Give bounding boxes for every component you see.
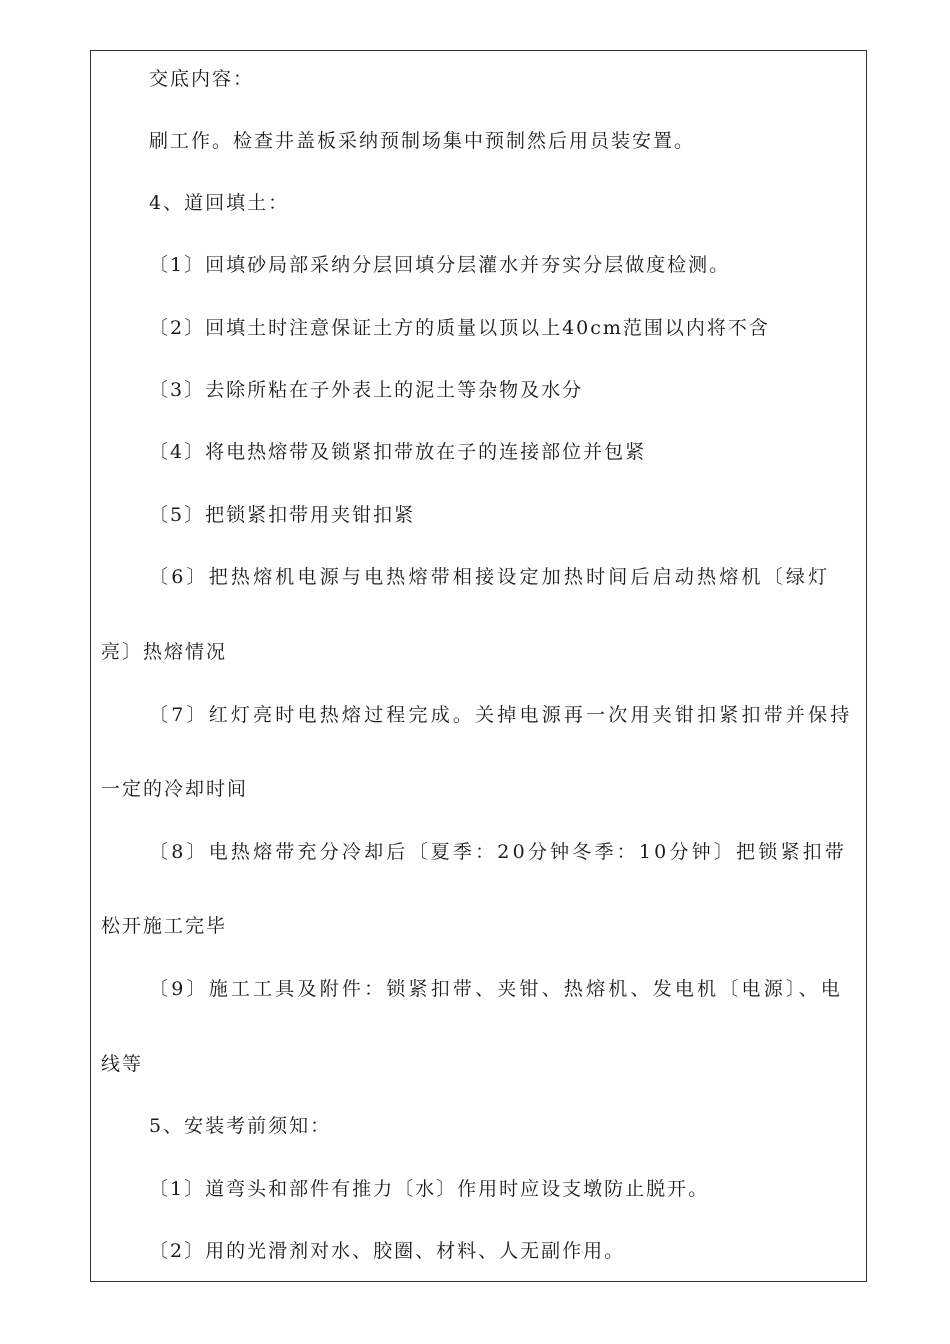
list-item-continuation: 一定的冷却时间: [101, 778, 249, 800]
list-item: 〔2〕回填土时注意保证土方的质量以顶以上40cm范围以内将不含: [149, 317, 770, 339]
list-item: 〔5〕把锁紧扣带用夹钳扣紧: [149, 504, 416, 526]
paragraph-line: 刷工作。检查井盖板采纳预制场集中预制然后用员装安置。: [149, 130, 696, 152]
list-item: 〔9〕施工工具及附件：锁紧扣带、夹钳、热熔机、发电机〔电源〕、电: [149, 978, 843, 1000]
section-heading: 4、道回填土：: [149, 192, 290, 214]
list-item: 〔7〕红灯亮时电热熔过程完成。关掉电源再一次用夹钳扣紧扣带并保持: [149, 704, 853, 726]
list-item: 〔2〕用的光滑剂对水、胶圈、材料、人无副作用。: [149, 1240, 626, 1262]
list-item: 〔6〕把热熔机电源与电热熔带相接设定加热时间后启动热熔机〔绿灯: [149, 566, 831, 588]
document-frame: [90, 50, 867, 1282]
list-item: 〔4〕将电热熔带及锁紧扣带放在子的连接部位并包紧: [149, 441, 647, 463]
list-item-continuation: 线等: [101, 1053, 144, 1075]
section-heading: 5、安装考前须知：: [149, 1115, 332, 1137]
section-heading: 交底内容：: [149, 68, 255, 90]
list-item-continuation: 松开施工完毕: [101, 915, 228, 937]
list-item: 〔1〕道弯头和部件有推力〔水〕作用时应设支墩防止脱开。: [149, 1178, 710, 1200]
list-item: 〔8〕电热熔带充分冷却后〔夏季：20分钟冬季：10分钟〕把锁紧扣带: [149, 841, 848, 863]
list-item: 〔3〕去除所粘在子外表上的泥土等杂物及水分: [149, 379, 584, 401]
list-item-continuation: 亮〕热熔情况: [101, 641, 228, 663]
list-item: 〔1〕回填砂局部采纳分层回填分层灌水并夯实分层做度检测。: [149, 254, 731, 276]
